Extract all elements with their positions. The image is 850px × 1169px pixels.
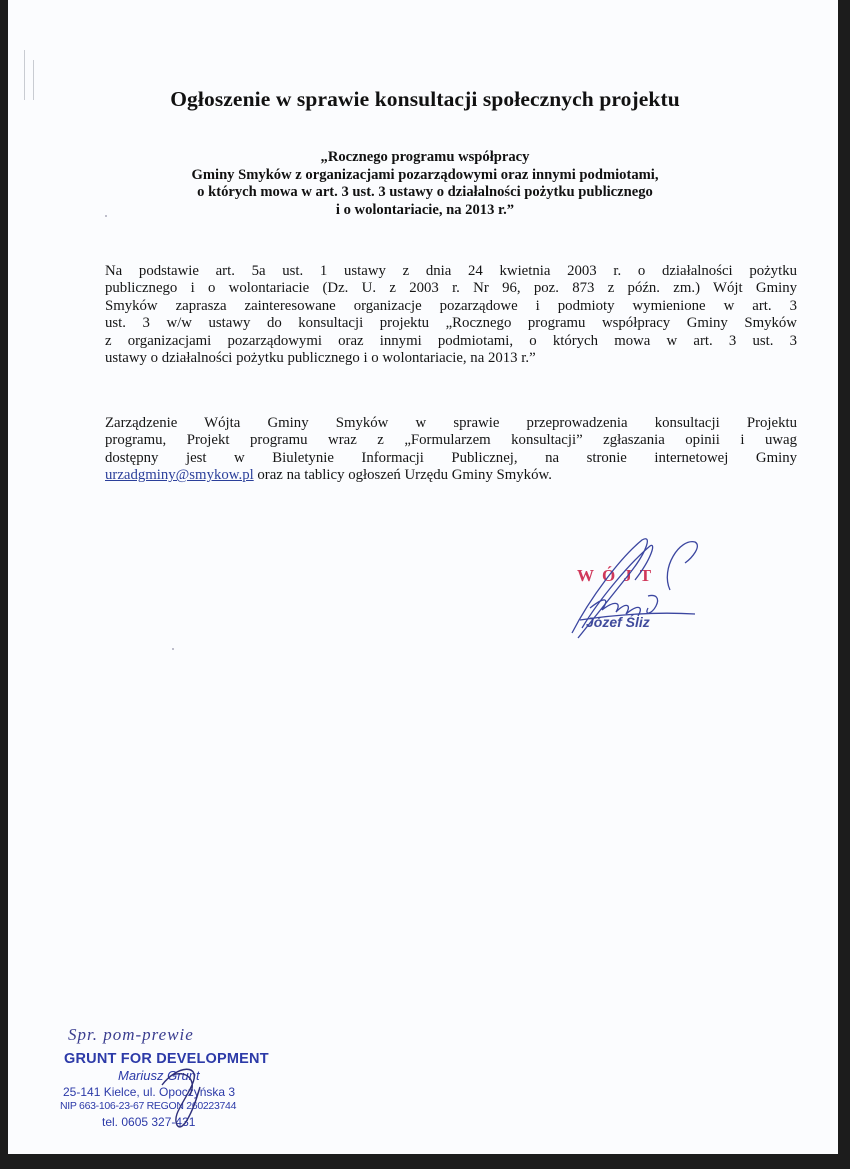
paragraph-line: publicznego i o wolontariacie (Dz. U. z 2003 r. Nr 96, poz. 873 z późn. zm.) Wójt Gminy — [105, 280, 797, 297]
subtitle-line: Gminy Smyków z organizacjami pozarządowymi oraz innymi podmiotami, — [191, 166, 659, 183]
paragraph-line: Smyków zaprasza zainteresowane organizacje pozarządowe i podmioty wymienione w art. 3 — [105, 297, 797, 314]
scan-speck — [105, 215, 107, 217]
paragraph-line: Na podstawie art. 5a ust. 1 ustawy z dnia 24 kwietnia 2003 r. o działalności pożytku — [105, 263, 797, 279]
company-address: 25-141 Kielce, ul. Opoczyńska 3 — [63, 1085, 236, 1099]
email-link[interactable]: urzadgminy@smykow.pl — [105, 467, 254, 484]
company-phone: tel. 0605 327-431 — [102, 1115, 196, 1129]
document-title: Ogłoszenie w sprawie konsultacji społecznych projektu — [170, 87, 680, 111]
paragraph-line: z organizacjami pozarządowymi oraz innymi podmiotami, o których mowa w art. 3 ust. 3 — [105, 332, 797, 349]
subtitle-line: „Rocznego programu współpracy — [320, 149, 530, 165]
handwritten-note: Spr. pom-prewie — [68, 1025, 194, 1044]
mayor-signature-stamp — [560, 528, 720, 653]
company-stamp — [52, 1025, 269, 1145]
handwritten-signature-icon — [560, 528, 720, 653]
handwritten-initials-icon — [52, 1025, 262, 1145]
stamp-name: Józef Śliz — [586, 614, 650, 630]
paragraph-line: programu, Projekt programu wraz z „Formularzem konsultacji” zgłaszania opinii i uwag — [105, 432, 797, 449]
program-subtitle — [0, 149, 850, 219]
paragraph-line: Zarządzenie Wójta Gminy Smyków w sprawie przeprowadzenia konsultacji Projektu — [105, 415, 797, 431]
company-ids: NIP 663-106-23-67 REGON 260223744 — [60, 1100, 237, 1112]
paragraph-line-last — [105, 467, 797, 484]
paragraph-line: ust. 3 w/w ustawy do konsultacji projektu „Rocznego programu współpracy Gminy Smyków — [105, 315, 797, 332]
stamp-title: WÓJT — [577, 566, 660, 585]
paragraph-announcement — [105, 263, 797, 367]
paragraph-tail: oraz na tablicy ogłoszeń Urzędu Gminy Smyków. — [253, 467, 552, 484]
company-name: GRUNT FOR DEVELOPMENT — [64, 1051, 269, 1067]
subtitle-line: i o wolontariacie, na 2013 r.” — [335, 201, 515, 218]
company-person: Mariusz Grunt — [118, 1068, 200, 1083]
paragraph-line: dostępny jest w Biuletynie Informacji Publicznej, na stronie internetowej Gminy — [105, 449, 797, 466]
subtitle-line: o których mowa w art. 3 ust. 3 ustawy o działalności pożytku publicznego — [197, 184, 653, 200]
scan-speck — [172, 648, 174, 650]
paragraph-line: ustawy o działalności pożytku publicznego i o wolontariacie, na 2013 r.” — [105, 350, 536, 367]
paragraph-availability — [105, 415, 797, 485]
